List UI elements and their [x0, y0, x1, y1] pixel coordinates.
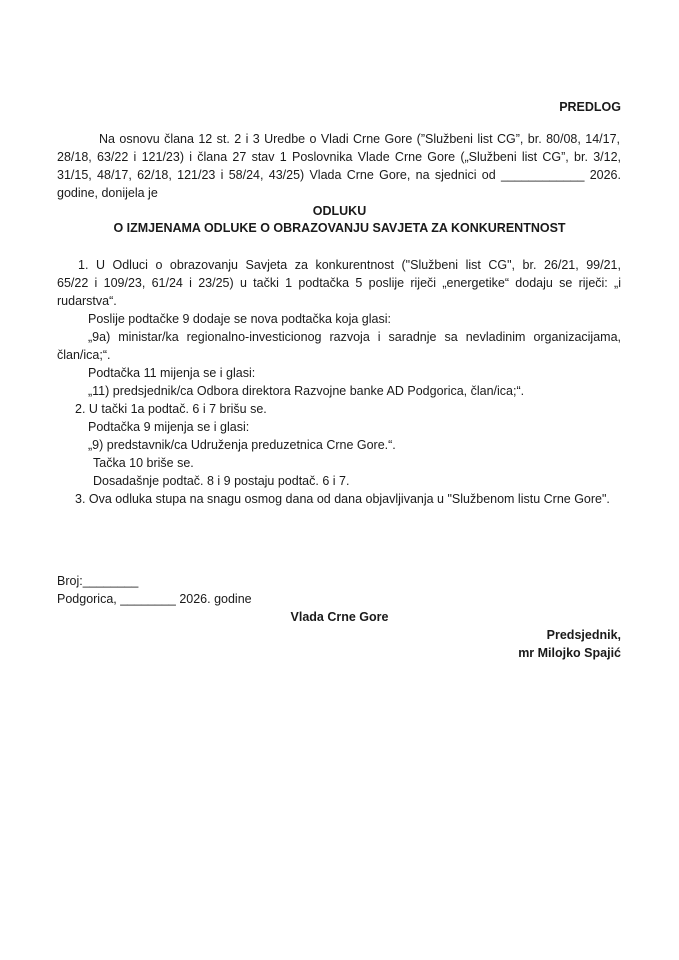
- preamble-line: Na osnovu člana 12 st. 2 i 3 Uredbe o Vladi Crne Gore (”Službeni list CG”, br. 80/08, 14/17,: [99, 132, 620, 146]
- body-line: Tačka 10 briše se.: [93, 456, 194, 470]
- body-line: rudarstva“.: [57, 294, 117, 308]
- body-line: član/ica;“.: [57, 348, 111, 362]
- body-line: 65/22 i 109/23, 61/24 i 23/25) u tački 1 podtačka 5 poslije riječi „energetike“ dodaju se riječi: „i: [57, 276, 621, 290]
- preamble-line: godine, donijela je: [57, 186, 158, 200]
- body-line: „11) predsjednik/ca Odbora direktora Razvojne banke AD Podgorica, član/ica;“.: [88, 384, 525, 398]
- predlog-label: PREDLOG: [559, 100, 621, 114]
- title-line: ODLUKU: [312, 204, 367, 218]
- body-line: Dosadašnje podtač. 8 i 9 postaju podtač. 6 i 7.: [93, 474, 350, 488]
- preamble-line: 28/18, 63/22 i 121/23) i člana 27 stav 1 Poslovnika Vlade Crne Gore („Službeni list CG”, br. 3/12,: [57, 150, 621, 164]
- body-line: 1. U Odluci o obrazovanju Savjeta za konkurentnost ("Službeni list CG", br. 26/21, 99/21,: [78, 258, 621, 272]
- body-line: „9) predstavnik/ca Udruženja preduzetnica Crne Gore.“.: [88, 438, 396, 452]
- document-number: Broj:________: [57, 574, 139, 588]
- title-line: O IZMJENAMA ODLUKE O OBRAZOVANJU SAVJETA ZA KONKURENTNOST: [113, 221, 566, 235]
- preamble-line: 31/15, 48/17, 62/18, 121/23 i 58/24, 43/25) Vlada Crne Gore, na sjednici od ____________ 2026.: [57, 168, 621, 182]
- signatory-role: Predsjednik,: [546, 628, 621, 642]
- body-line: Podtačka 9 mijenja se i glasi:: [88, 420, 250, 434]
- signatory-name: mr Milojko Spajić: [518, 646, 621, 660]
- body-line: „9a) ministar/ka regionalno-investicionog razvoja i saradnje sa nevladinim organizacijama,: [88, 330, 621, 344]
- issuing-body: Vlada Crne Gore: [290, 610, 389, 624]
- body-line: 2. U tački 1a podtač. 6 i 7 brišu se.: [75, 402, 267, 416]
- body-line: Poslije podtačke 9 dodaje se nova podtačka koja glasi:: [88, 312, 391, 326]
- body-line: Podtačka 11 mijenja se i glasi:: [88, 366, 256, 380]
- body-line: 3. Ova odluka stupa na snagu osmog dana od dana objavljivanja u "Službenom listu Crne Gore".: [75, 492, 610, 506]
- place-and-date: Podgorica, ________ 2026. godine: [57, 592, 252, 606]
